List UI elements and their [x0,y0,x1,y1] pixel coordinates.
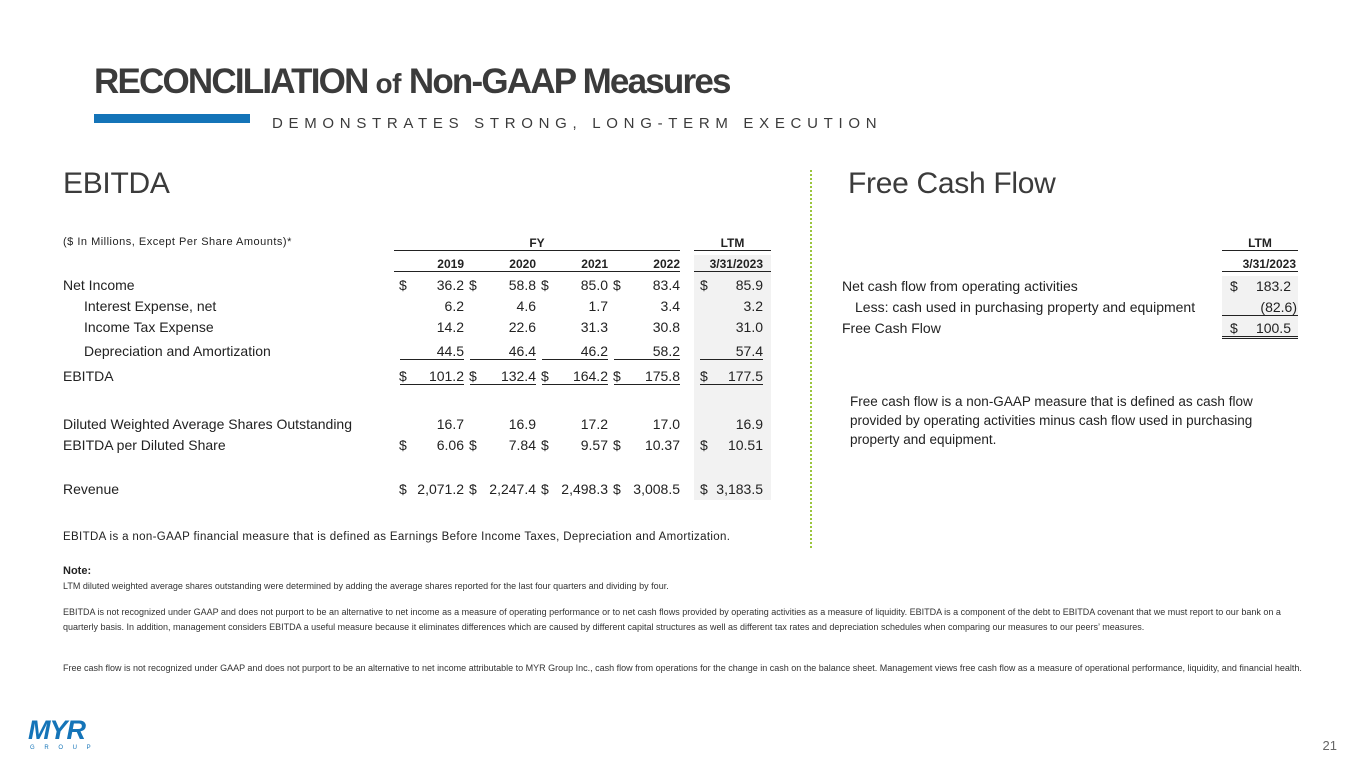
ebitda-cell: 46.4 [470,343,536,360]
dollar-sign: $ [541,368,549,384]
note-text: Free cash flow is not recognized under GAAP and does not purport to be an alternative to net income attributable to MYR Group Inc., cash flow from operations for the change in cash on the balance sheet. Management views free cash flow as a measure of operational performance, liquidity, and financial health. [63,663,1302,673]
dollar-sign: $ [613,437,621,453]
fcf-row-label: Free Cash Flow [842,320,941,336]
ebitda-cell: 101.2 [400,368,464,385]
dollar-sign: $ [399,277,407,293]
ebitda-cell: 177.5 [700,368,763,385]
year-header: 2020 [464,257,536,272]
myr-logo-icon [28,715,98,751]
ebitda-row-label: Interest Expense, net [84,298,217,314]
ebitda-cell: 22.6 [508,319,536,335]
title-of: of [375,68,401,99]
dollar-sign: $ [700,481,708,497]
ebitda-row-label: Depreciation and Amortization [84,343,271,359]
ebitda-cell: 36.2 [436,277,464,293]
page-title [94,62,730,102]
ebitda-cell: 164.2 [542,368,608,385]
fcf-ltm-header: LTM [1222,236,1298,251]
dollar-sign: $ [469,368,477,384]
ebitda-cell: 85.0 [580,277,608,293]
dollar-sign: $ [399,481,407,497]
ebitda-cell: 3,183.5 [716,481,763,497]
ebitda-cell: 132.4 [470,368,536,385]
dollar-sign: $ [469,437,477,453]
ebitda-row-label: Income Tax Expense [84,319,214,335]
year-header: 2022 [608,257,680,272]
ebitda-cell: 85.9 [735,277,763,293]
fcf-row-label: Less: cash used in purchasing property and equipment [855,299,1196,315]
year-header: 3/31/2023 [694,257,771,272]
fcf-row-label: Net cash flow from operating activities [842,278,1078,294]
ebitda-heading: EBITDA [63,167,170,200]
year-header: 2021 [536,257,608,272]
dollar-sign: $ [700,277,708,293]
ebitda-cell: 46.2 [542,343,608,360]
ebitda-cell: 16.9 [735,416,763,432]
ebitda-cell: 16.7 [436,416,464,432]
fcf-heading: Free Cash Flow [848,167,1056,200]
ebitda-cell: 3,008.5 [633,481,680,497]
note-text: EBITDA is not recognized under GAAP and does not purport to be an alternative to net income as a measure of operating performance or to net cash flows provided by operating activities as a measure of liquidity. EBITDA is a component of the debt to EBITDA covenant that we must report to our bank on a quarterly basis. In addition, management considers EBITDA a useful measure because it eliminates differences which are caused by different capital structures as well as different tax rates and depreciation schedules when comparing our measures to our peers’ measures. [63,607,1281,632]
svg-text:MYR: MYR [28,715,85,745]
ebitda-cell: 31.0 [735,319,763,335]
ebitda-cell: 58.8 [508,277,536,293]
ebitda-cell: 6.06 [436,437,464,453]
fcf-value: 183.2 [1255,278,1291,294]
accent-bar [94,114,250,123]
year-header: 2019 [394,257,464,272]
ebitda-cell: 57.4 [700,343,763,360]
ebitda-cell: 16.9 [508,416,536,432]
ltm-header: LTM [694,236,771,251]
fcf-dollar: $ [1230,278,1238,294]
ebitda-cell: 14.2 [436,319,464,335]
ebitda-cell: 2,498.3 [561,481,608,497]
company-logo [28,715,98,756]
ebitda-cell: 17.0 [652,416,680,432]
dollar-sign: $ [541,481,549,497]
ebitda-row-label: Net Income [63,277,135,293]
ebitda-definition: EBITDA is a non-GAAP financial measure that is defined as Earnings Before Income Taxes, Depreciation and Amortization. [63,531,731,543]
ebitda-cell: 17.2 [580,416,608,432]
fy-header: FY [394,236,680,251]
ebitda-cell: 10.37 [644,437,680,453]
fcf-date-header: 3/31/2023 [1222,257,1298,272]
title-main: RECONCILIATION [94,62,376,101]
ebitda-row-label: EBITDA per Diluted Share [63,437,226,453]
dollar-sign: $ [399,368,407,384]
ebitda-row-label: EBITDA [63,368,114,384]
note-text: LTM diluted weighted average shares outstanding were determined by adding the average shares reported for the last four quarters and dividing by four. [63,581,669,591]
ebitda-row-label: Revenue [63,481,120,497]
ebitda-cell: 2,071.2 [417,481,464,497]
fcf-dollar: $ [1230,320,1238,336]
units-note: ($ In Millions, Except Per Share Amounts)* [63,236,292,248]
page-number: 21 [1322,738,1337,753]
svg-text:G R O U P: G R O U P [30,745,95,751]
ebitda-cell: 7.84 [508,437,536,453]
ebitda-cell: 175.8 [614,368,680,385]
dollar-sign: $ [541,437,549,453]
dollar-sign: $ [613,277,621,293]
section-divider [810,170,812,548]
ebitda-row-label: Diluted Weighted Average Shares Outstanding [63,416,353,432]
ebitda-cell: 58.2 [614,343,680,360]
ebitda-cell: 10.51 [727,437,763,453]
dollar-sign: $ [613,368,621,384]
ebitda-cell: 30.8 [652,319,680,335]
page-subtitle: DEMONSTRATES STRONG, LONG-TERM EXECUTION [272,115,883,132]
dollar-sign: $ [469,277,477,293]
ebitda-cell: 4.6 [516,298,536,314]
fcf-value: (82.6) [1222,299,1298,316]
dollar-sign: $ [399,437,407,453]
note-title: Note: [63,565,92,577]
ebitda-cell: 3.2 [743,298,763,314]
dollar-sign: $ [700,368,708,384]
ebitda-cell: 1.7 [588,298,608,314]
dollar-sign: $ [541,277,549,293]
ebitda-cell: 3.4 [660,298,680,314]
fcf-definition: Free cash flow is a non-GAAP measure that is defined as cash flow provided by operating activities minus cash flow used in purchasing property and equipment. [850,394,1253,447]
ebitda-cell: 6.2 [444,298,464,314]
dollar-sign: $ [700,437,708,453]
fcf-value: 100.5 [1222,320,1298,339]
ebitda-cell: 44.5 [400,343,464,360]
ebitda-cell: 2,247.4 [489,481,536,497]
ebitda-cell: 9.57 [580,437,608,453]
ebitda-cell: 83.4 [652,277,680,293]
title-end: Non-GAAP Measures [400,62,730,101]
dollar-sign: $ [469,481,477,497]
ebitda-cell: 31.3 [580,319,608,335]
dollar-sign: $ [613,481,621,497]
